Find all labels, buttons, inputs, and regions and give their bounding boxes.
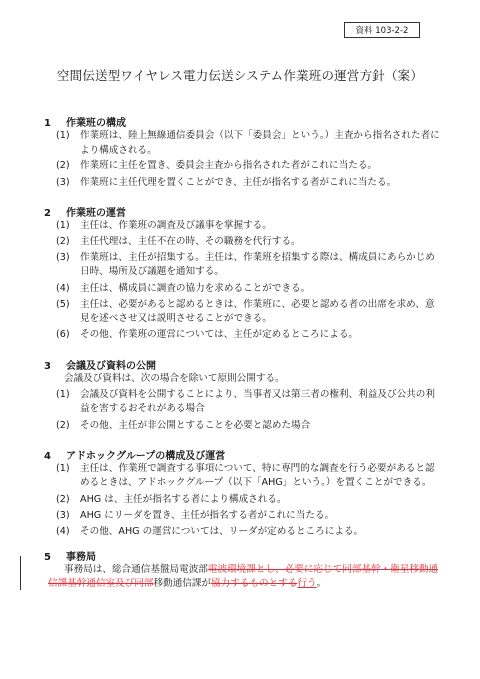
section-5-body-line-1: 事務局は、総合通信基盤局電波部電波環境課とし、必要に応じて同部基幹・衛星移動通	[64, 564, 439, 575]
item-number: (3)	[56, 510, 70, 521]
item-text: 主任は、作業班で調査する事項について、特に専門的な調査を行う必要があると認	[80, 463, 435, 474]
item-text: その他、作業班の運営については、主任が定めるところによる。	[80, 329, 359, 340]
item-number: (1)	[56, 220, 70, 231]
section-5-body-line-2: 信課基幹通信室及び同部移動通信課が協力するものとする行う。	[48, 578, 327, 589]
item-number: (5)	[56, 299, 70, 310]
section-3-heading: 3 会議及び資料の公開	[44, 361, 156, 372]
item-number: (2)	[56, 494, 70, 505]
item-number: (6)	[56, 329, 70, 340]
item-text: 作業班に主任を置き、委員会主査から指名された者がこれに当たる。	[80, 160, 378, 171]
item-number: (2)	[56, 160, 70, 171]
item-text: 主任は、作業班の調査及び議事を掌握する。	[80, 220, 272, 231]
deleted-text: 協力するものとする	[211, 578, 298, 589]
item-number: (4)	[56, 283, 70, 294]
section-5-heading: 5 事務局	[44, 552, 96, 563]
item-text: その他、AHG の運営については、リーダが定めるところによる。	[80, 526, 364, 537]
item-text: AHG にリーダを置き、主任が指名する者がこれに当たる。	[80, 510, 335, 521]
deleted-text: 信課基幹通信室及び同部	[48, 578, 154, 589]
section-2-heading: 2 作業班の運営	[44, 208, 126, 219]
inserted-text: 行う	[297, 578, 317, 589]
item-number: (3)	[56, 252, 70, 263]
item-number: (1)	[56, 130, 70, 141]
item-number: (2)	[56, 420, 70, 431]
item-text: 作業班は、主任が招集する。主任は、作業班を招集する際は、構成員にあらかじめ	[80, 252, 435, 263]
item-text: めるときは、アドホックグループ（以下「AHG」という。）を置くことができる。	[80, 477, 432, 488]
item-number: (1)	[56, 389, 70, 400]
item-text: より構成される。	[80, 145, 157, 156]
item-text: 日時、場所及び議題を通知する。	[80, 266, 224, 277]
item-number: (2)	[56, 236, 70, 247]
item-text: 主任は、必要があると認めるときは、作業班に、必要と認める者の出席を求め、意	[80, 299, 435, 310]
document-id-box: 資料 103-2-2	[344, 22, 420, 38]
item-number: (3)	[56, 177, 70, 188]
item-text: 益を害するおそれがある場合	[80, 403, 205, 414]
item-text: 作業班は、陸上無線通信委員会（以下「委員会」という。）主査から指名された者に	[80, 130, 440, 141]
section-3-intro: 会議及び資料は、次の場合を除いて原則公開する。	[64, 373, 285, 384]
revision-bar	[20, 556, 21, 590]
item-text: 会議及び資料を公開することにより、当事者又は第三者の権利、利益及び公共の利	[80, 389, 435, 400]
item-text: 主任は、構成員に調査の協力を求めることができる。	[80, 283, 311, 294]
document-title: 空間伝送型ワイヤレス電力伝送システム作業班の運営方針（案）	[56, 68, 424, 83]
item-number: (1)	[56, 463, 70, 474]
item-text: 作業班に主任代理を置くことができ、主任が指名する者がこれに当たる。	[80, 177, 397, 188]
section-4-heading: 4 アドホックグループの構成及び運営	[44, 451, 226, 462]
deleted-text: 電波環境課とし、必要に応じて同部基幹・衛星移動通	[207, 564, 439, 575]
item-number: (4)	[56, 526, 70, 537]
item-text: その他、主任が非公開とすることを必要と認めた場合	[80, 420, 311, 431]
section-1-heading: 1 作業班の構成	[44, 118, 126, 129]
item-text: 見を述べさせ又は説明させることができる。	[80, 313, 272, 324]
item-text: AHG は、主任が指名する者により構成される。	[80, 494, 287, 505]
item-text: 主任代理は、主任不在の時、その職務を代行する。	[80, 236, 301, 247]
